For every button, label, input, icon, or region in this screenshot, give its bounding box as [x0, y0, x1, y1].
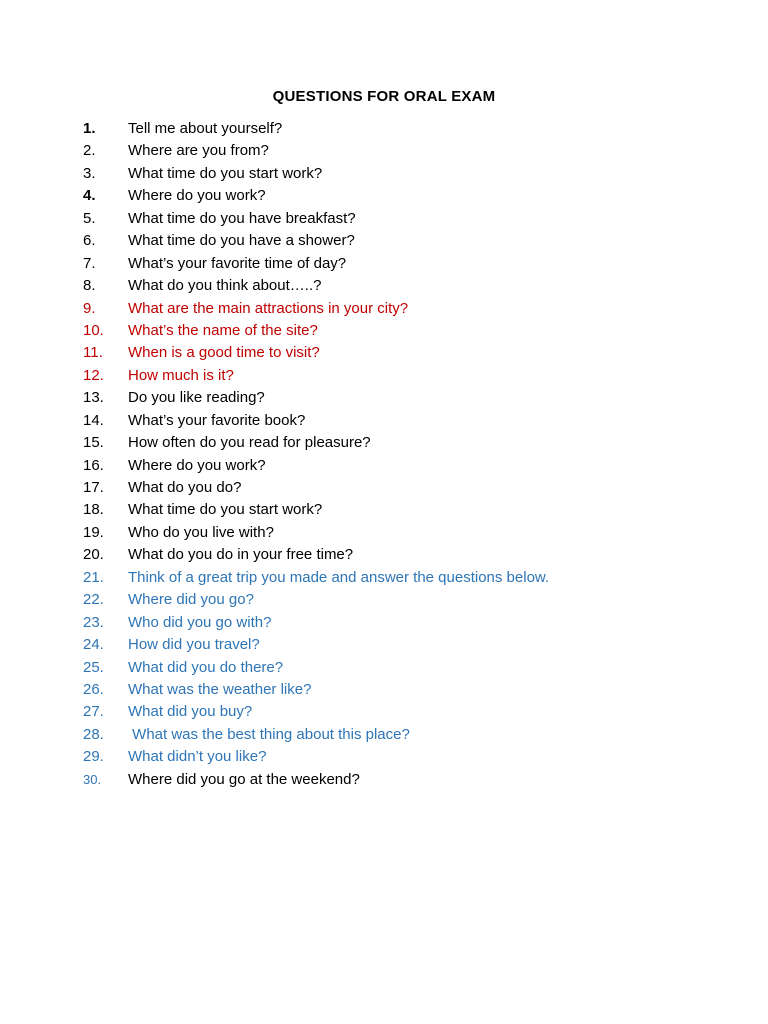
question-item — [0, 365, 768, 387]
question-number: 22. — [83, 591, 104, 609]
question-text: Who did you go with? — [128, 613, 272, 631]
question-item — [0, 185, 768, 207]
question-text: What’s your favorite time of day? — [128, 254, 347, 272]
question-item — [0, 746, 768, 768]
question-item — [0, 589, 768, 611]
question-number: 16. — [83, 456, 104, 474]
question-text: What did you do there? — [128, 658, 284, 676]
question-number: 25. — [83, 658, 104, 676]
question-number: 10. — [83, 321, 104, 339]
question-item — [0, 455, 768, 477]
question-text: How much is it? — [128, 366, 234, 384]
question-item — [0, 544, 768, 566]
question-item — [0, 567, 768, 589]
question-item — [0, 612, 768, 634]
question-text: What’s the name of the site? — [128, 321, 318, 339]
question-number: 26. — [83, 680, 104, 698]
question-text: What didn’t you like? — [128, 748, 267, 766]
question-text: What was the best thing about this place? — [128, 725, 410, 743]
question-text: Where do you work? — [128, 187, 266, 205]
question-number: 9. — [83, 299, 96, 317]
question-item — [0, 275, 768, 297]
question-number: 24. — [83, 636, 104, 654]
question-text: What time do you start work? — [128, 501, 323, 519]
question-text: What do you think about…..? — [128, 277, 322, 295]
question-number: 3. — [83, 164, 96, 182]
question-text: What time do you start work? — [128, 164, 323, 182]
question-number: 29. — [83, 748, 104, 766]
question-item — [0, 477, 768, 499]
question-number: 21. — [83, 568, 104, 586]
question-item — [0, 298, 768, 320]
question-number: 1. — [83, 120, 96, 137]
page-title: QUESTIONS FOR ORAL EXAM — [272, 88, 496, 105]
question-list — [0, 118, 768, 791]
question-text: When is a good time to visit? — [128, 344, 320, 362]
question-text: Tell me about yourself? — [128, 120, 283, 137]
question-item — [0, 410, 768, 432]
question-number: 27. — [83, 703, 104, 721]
question-text: Think of a great trip you made and answer the questions below. — [128, 568, 550, 586]
question-number: 8. — [83, 277, 96, 295]
question-text: Where did you go? — [128, 591, 254, 609]
question-number: 19. — [83, 523, 104, 541]
question-text: What’s your favorite book? — [128, 411, 306, 429]
question-item — [0, 140, 768, 162]
question-text: Where do you work? — [128, 456, 266, 474]
question-number: 30. — [83, 771, 102, 787]
question-text: Where are you from? — [128, 142, 269, 160]
question-number: 28. — [83, 725, 104, 743]
question-number: 6. — [83, 232, 96, 250]
question-item — [0, 769, 768, 791]
question-item — [0, 163, 768, 185]
question-number: 20. — [83, 546, 104, 564]
question-text: What did you buy? — [128, 703, 253, 721]
question-item — [0, 118, 768, 140]
question-text: How did you travel? — [128, 636, 260, 654]
question-item — [0, 701, 768, 723]
question-item — [0, 432, 768, 454]
question-text: What was the weather like? — [128, 680, 312, 698]
question-item — [0, 634, 768, 656]
question-item — [0, 342, 768, 364]
question-text: What do you do in your free time? — [128, 546, 354, 564]
question-item — [0, 253, 768, 275]
question-text: How often do you read for pleasure? — [128, 434, 371, 452]
question-number: 13. — [83, 389, 104, 407]
question-text: What time do you have a shower? — [128, 232, 355, 250]
question-number: 17. — [83, 479, 104, 496]
question-item — [0, 230, 768, 252]
question-number: 2. — [83, 142, 96, 160]
question-item — [0, 387, 768, 409]
question-number: 15. — [83, 434, 104, 452]
question-number: 14. — [83, 411, 104, 429]
question-text: Do you like reading? — [128, 389, 265, 407]
question-item — [0, 522, 768, 544]
question-item — [0, 208, 768, 230]
question-text: What do you do? — [128, 479, 242, 496]
question-text: What time do you have breakfast? — [128, 209, 356, 227]
question-item — [0, 320, 768, 342]
question-number: 5. — [83, 209, 96, 227]
question-number: 23. — [83, 613, 104, 631]
question-text: What are the main attractions in your city? — [128, 299, 409, 317]
question-item — [0, 499, 768, 521]
question-text: Where did you go at the weekend? — [128, 770, 360, 788]
question-number: 4. — [83, 187, 96, 205]
question-number: 12. — [83, 366, 104, 384]
question-text: Who do you live with? — [128, 523, 274, 541]
question-number: 18. — [83, 501, 104, 519]
question-item — [0, 724, 768, 746]
question-number: 7. — [83, 254, 96, 272]
question-number: 11. — [83, 344, 103, 362]
question-item — [0, 657, 768, 679]
question-item — [0, 679, 768, 701]
